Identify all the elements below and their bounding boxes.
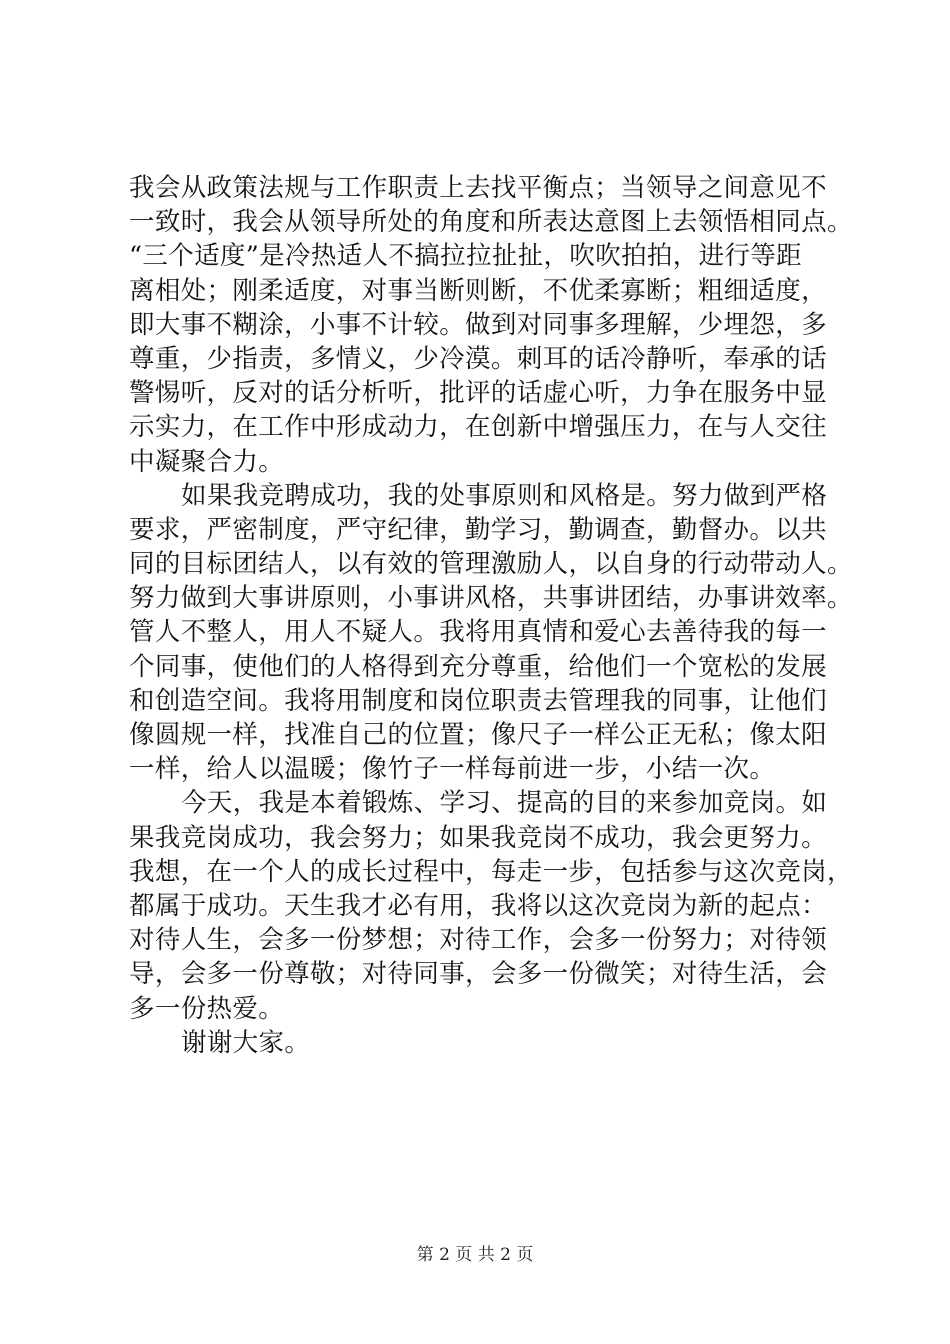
text-line: 示实力，在工作中形成动力，在创新中增强压力，在与人交往 [129, 412, 827, 443]
text-line: 果我竞岗成功，我会努力；如果我竞岗不成功，我会更努力。 [129, 822, 827, 853]
text-line: 如果我竞聘成功，我的处事原则和风格是。努力做到严格 [181, 480, 828, 511]
text-line: 谢谢大家。 [181, 1027, 311, 1058]
text-line: 今天，我是本着锻炼、学习、提高的目的来参加竞岗。如 [181, 788, 828, 819]
text-line: 一致时，我会从领导所处的角度和所表达意图上去领悟相同点。 [129, 207, 853, 238]
text-line: 警惕听，反对的话分析听，批评的话虚心听，力争在服务中显 [129, 378, 827, 409]
text-line: 个同事，使他们的人格得到充分尊重，给他们一个宽松的发展 [129, 651, 827, 682]
text-line: 对待人生，会多一份梦想；对待工作，会多一份努力；对待领 [129, 925, 827, 956]
text-line: 一样，给人以温暖；像竹子一样每前进一步，小结一次。 [129, 754, 776, 785]
text-line: 离相处；刚柔适度，对事当断则断，不优柔寡断；粗细适度， [129, 275, 827, 306]
text-line: 中凝聚合力。 [129, 446, 285, 477]
document-body [129, 171, 853, 1060]
text-line: 要求，严密制度，严守纪律，勤学习，勤调查，勤督办。以共 [129, 514, 827, 545]
text-line: 即大事不糊涂，小事不计较。做到对同事多理解，少埋怨，多 [129, 309, 827, 340]
text-line: 尊重，少指责，多情义，少冷漠。刺耳的话冷静听，奉承的话 [129, 343, 827, 374]
text-line: 同的目标团结人，以有效的管理激励人，以自身的行动带动人。 [129, 549, 853, 580]
text-line: 导，会多一份尊敬；对待同事，会多一份微笑；对待生活，会 [129, 959, 827, 990]
text-line: 我会从政策法规与工作职责上去找平衡点；当领导之间意见不 [129, 173, 827, 203]
text-line: 多一份热爱。 [129, 993, 285, 1024]
text-line: 和创造空间。我将用制度和岗位职责去管理我的同事，让他们 [129, 685, 827, 716]
text-line: 管人不整人，用人不疑人。我将用真情和爱心去善待我的每一 [129, 617, 827, 648]
text-line: 都属于成功。天生我才必有用，我将以这次竞岗为新的起点： [129, 890, 827, 921]
text-line: 像圆规一样，找准自己的位置；像尺子一样公正无私；像太阳 [129, 720, 827, 750]
page-footer: 第 2 页 共 2 页 [416, 1245, 534, 1265]
text-line: “三个适度”是冷热适人不搞拉拉扯扯，吹吹拍拍，进行等距 [129, 241, 803, 272]
text-line: 我想，在一个人的成长过程中，每走一步，包括参与这次竞岗， [129, 856, 853, 887]
text-line: 努力做到大事讲原则，小事讲风格，共事讲团结，办事讲效率。 [129, 583, 853, 614]
